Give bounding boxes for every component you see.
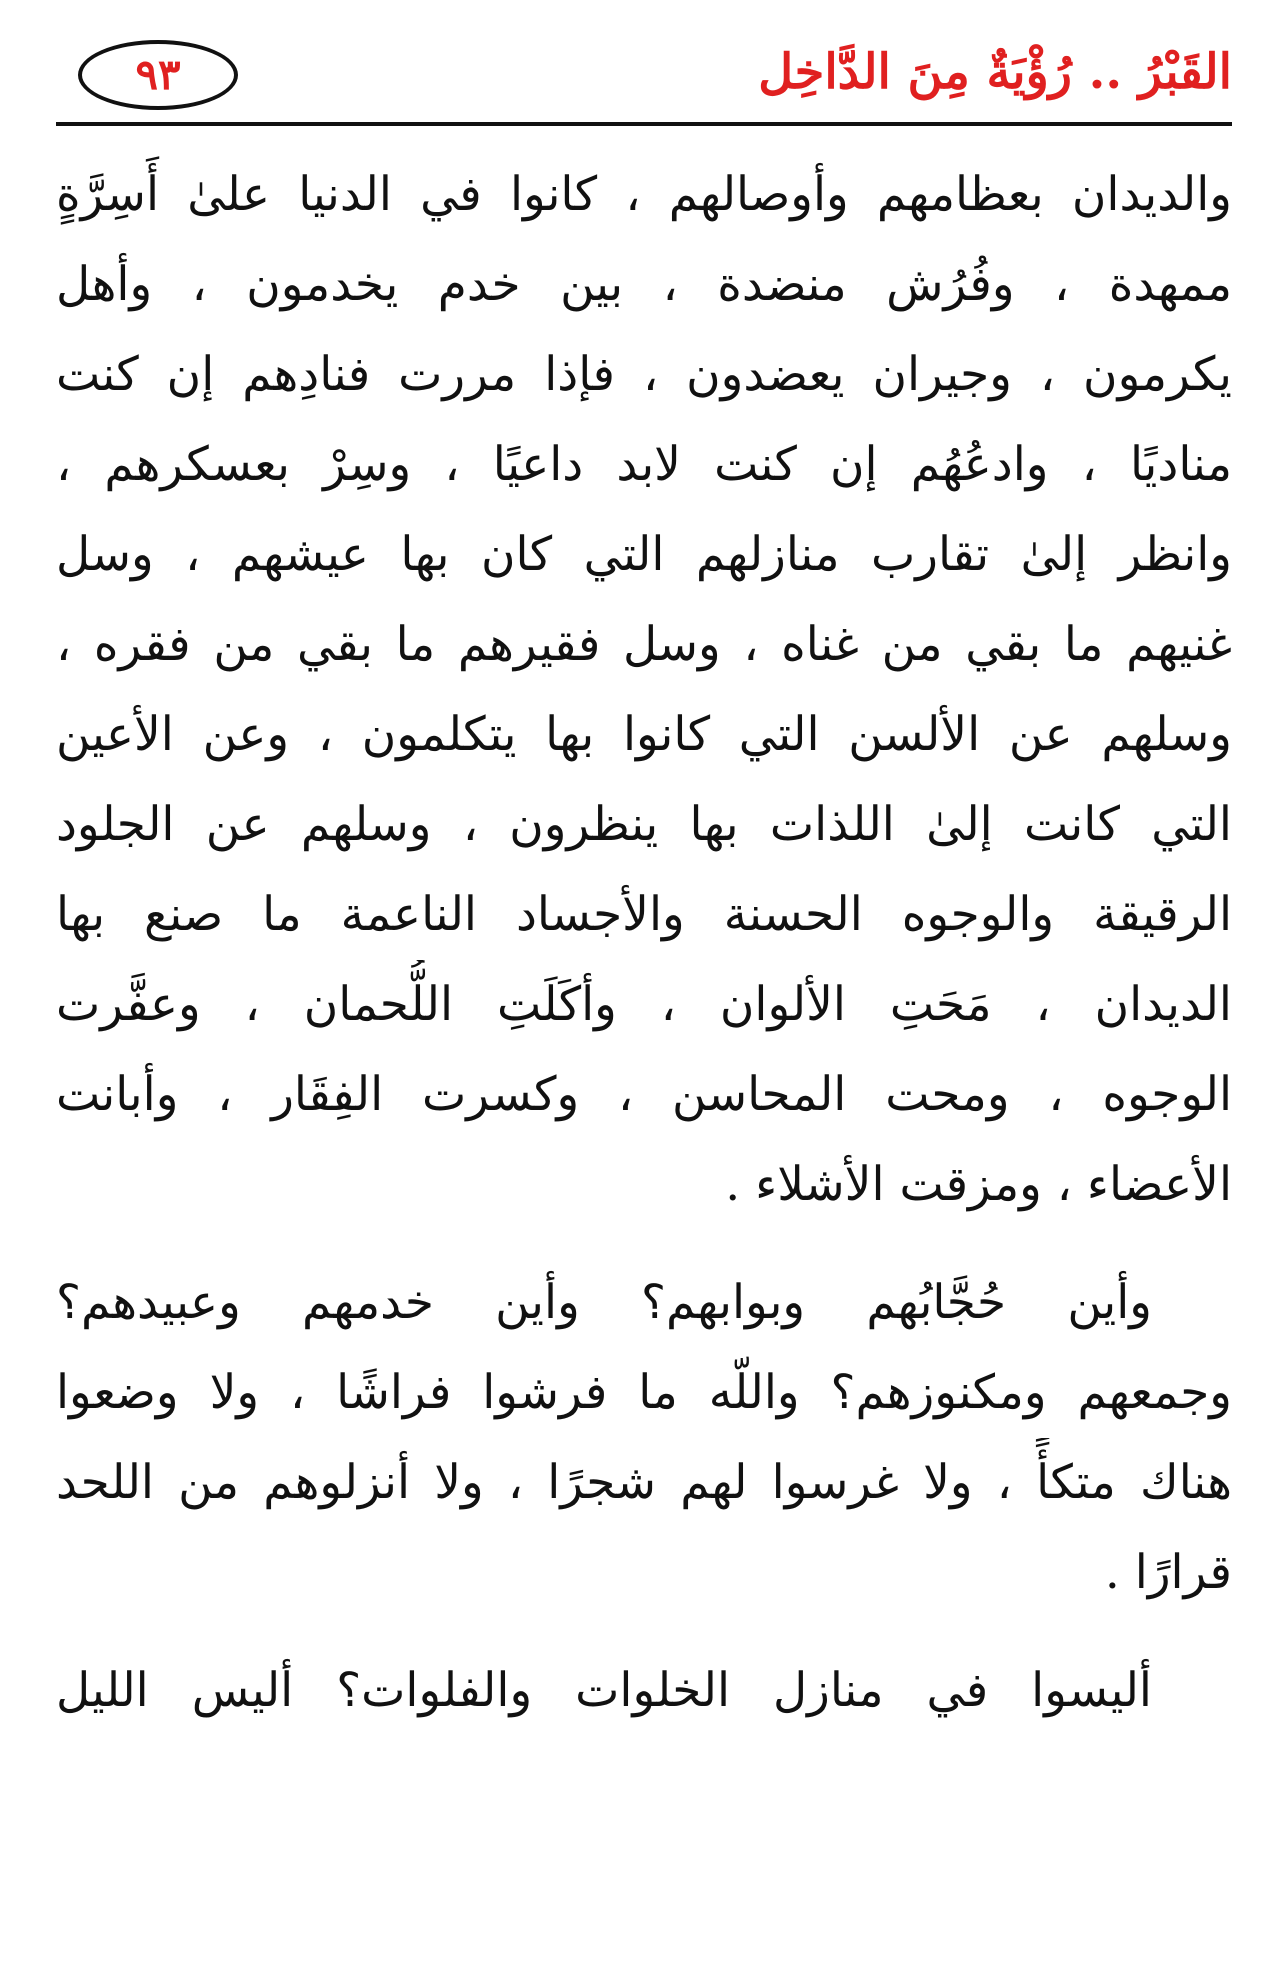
paragraph-gap (56, 1618, 1232, 1646)
page-number-badge (78, 40, 238, 110)
text-line: يكرمون ، وجيران يعضدون ، فإذا مررت فنادِهم إن كنت (56, 347, 1232, 402)
header-divider (56, 122, 1232, 126)
text-line: الرقيقة والوجوه الحسنة والأجساد الناعمة ما صنع بها (56, 887, 1232, 942)
text-line: الوجوه ، ومحت المحاسن ، وكسرت الفِقَار ، وأبانت (56, 1067, 1232, 1122)
text-line: قرارًا . (1104, 1545, 1232, 1600)
page-header (56, 36, 1232, 126)
text-line: هناك متكأً ، ولا غرسوا لهم شجرًا ، ولا أنزلوهم من اللحد (56, 1455, 1232, 1510)
text-line: وجمعهم ومكنوزهم؟ واللّه ما فرشوا فراشًا ، ولا وضعوا (56, 1365, 1232, 1420)
text-line: مناديًا ، وادعُهُم إن كنت لابد داعيًا ، وسِرْ بعسكرهم ، (56, 437, 1232, 492)
text-line: التي كانت إلىٰ اللذات بها ينظرون ، وسلهم عن الجلود (56, 797, 1232, 852)
paragraph-3 (56, 1646, 1232, 1736)
text-line: والديدان بعظامهم وأوصالهم ، كانوا في الدنيا علىٰ أَسِرَّةٍ (56, 167, 1232, 222)
paragraph-gap (56, 1230, 1232, 1258)
paragraph-1 (56, 150, 1232, 1230)
text-line: وأين حُجَّابُهم وبوابهم؟ وأين خدمهم وعبيدهم؟ (56, 1275, 1152, 1330)
text-line: الأعضاء ، ومزقت الأشلاء . (725, 1157, 1232, 1212)
text-line: وسلهم عن الألسن التي كانوا بها يتكلمون ، وعن الأعين (56, 707, 1232, 762)
running-title: القَبْرُ .. رُؤْيَةٌ مِنَ الدَّاخِل (758, 44, 1232, 100)
text-line: أليسوا في منازل الخلوات والفلوات؟ أليس الليل (56, 1663, 1152, 1718)
body-text (56, 150, 1232, 1736)
page-number: ٩٣ (135, 50, 181, 99)
text-line: وانظر إلىٰ تقارب منازلهم التي كان بها عيشهم ، وسل (56, 527, 1232, 582)
text-line: الديدان ، مَحَتِ الألوان ، وأكَلَتِ اللُّحمان ، وعفَّرت (56, 977, 1232, 1032)
paragraph-2 (56, 1258, 1232, 1618)
text-line: ممهدة ، وفُرُش منضدة ، بين خدم يخدمون ، وأهل (56, 257, 1232, 312)
text-line: غنيهم ما بقي من غناه ، وسل فقيرهم ما بقي من فقره ، (56, 617, 1232, 672)
